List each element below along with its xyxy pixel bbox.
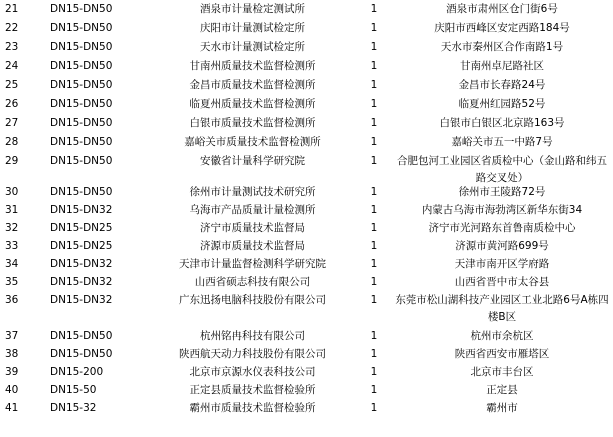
organization-name: 广东迅扬电脑科技股份有限公司 (179, 294, 326, 306)
size-range: DN15-DN25 (50, 222, 113, 234)
address: 酒泉市肃州区仓门街6号 (446, 3, 558, 15)
table-row (0, 95, 613, 114)
organization-name: 天水市计量测试检定所 (200, 41, 305, 53)
row-number: 41 (5, 402, 19, 414)
organization-name: 安徽省计量科学研究院 (200, 155, 305, 167)
size-range: DN15-32 (50, 402, 97, 414)
table-row (0, 327, 613, 346)
quantity: 1 (370, 348, 378, 360)
row-number: 30 (5, 186, 19, 198)
table-row (0, 38, 613, 57)
quantity: 1 (370, 117, 378, 129)
table-row (0, 0, 613, 19)
size-range: DN15-DN50 (50, 3, 113, 15)
organization-name: 白银市质量技术监督检测所 (189, 117, 316, 129)
quantity: 1 (370, 402, 378, 414)
address: 天津市南开区学府路 (454, 258, 550, 270)
quantity: 1 (370, 276, 378, 288)
row-number: 25 (5, 79, 19, 91)
size-range: DN15-DN50 (50, 117, 113, 129)
address: 内蒙古乌海市海勃湾区新华东街34 (421, 204, 583, 216)
row-number: 22 (5, 22, 19, 34)
row-number: 32 (5, 222, 19, 234)
quantity: 1 (370, 41, 378, 53)
table-row (0, 219, 613, 238)
address: 临夏州红园路52号 (458, 98, 546, 110)
table-row (0, 345, 613, 364)
quantity: 1 (370, 155, 378, 167)
organization-name: 乌海市产品质量计量检测所 (189, 204, 316, 216)
row-number: 39 (5, 366, 19, 378)
organization-name: 济宁市质量技术监督局 (200, 222, 305, 234)
quantity: 1 (370, 366, 378, 378)
size-range: DN15-DN50 (50, 41, 113, 53)
address: 正定县 (486, 384, 518, 396)
row-number: 40 (5, 384, 19, 396)
address: 庆阳市西峰区安定西路184号 (434, 22, 570, 34)
row-number: 38 (5, 348, 19, 360)
organization-name: 临夏州质量技术监督检测所 (189, 98, 316, 110)
organization-name: 杭州铭冉科技有限公司 (200, 330, 305, 342)
quantity: 1 (370, 222, 378, 234)
quantity: 1 (370, 136, 378, 148)
table-row (0, 183, 613, 202)
table-row (0, 19, 613, 38)
table-row (0, 237, 613, 256)
quantity: 1 (370, 384, 378, 396)
address: 嘉峪关市五一中路7号 (451, 136, 553, 148)
organization-name: 天津市计量监督检测科学研究院 (179, 258, 326, 270)
quantity: 1 (370, 186, 378, 198)
organization-name: 正定县质量技术监督检验所 (189, 384, 316, 396)
size-range: DN15-DN50 (50, 22, 113, 34)
organization-name: 酒泉市计量检定测试所 (200, 3, 305, 15)
organization-name: 霸州市质量技术监督检验所 (189, 402, 316, 414)
row-number: 27 (5, 117, 19, 129)
size-range: DN15-DN50 (50, 155, 113, 167)
address: 白银市白银区北京路163号 (439, 117, 565, 129)
table-row (0, 114, 613, 133)
row-number: 23 (5, 41, 19, 53)
table-row (0, 201, 613, 220)
address: 济源市黄河路699号 (455, 240, 549, 252)
row-number: 24 (5, 60, 19, 72)
address: 徐州市王陵路72号 (458, 186, 546, 198)
size-range: DN15-DN50 (50, 79, 113, 91)
organization-name: 徐州市计量测试技术研究所 (189, 186, 316, 198)
organization-name: 陕西航天动力科技股份有限公司 (179, 348, 326, 360)
size-range: DN15-DN25 (50, 240, 113, 252)
organization-name: 北京市京源水仪表科技公司 (189, 366, 316, 378)
row-number: 26 (5, 98, 19, 110)
row-number: 35 (5, 276, 19, 288)
row-number: 33 (5, 240, 19, 252)
address: 合肥包河工业园区省质检中心（金山路和纬五路交叉处） (397, 155, 607, 184)
row-number: 37 (5, 330, 19, 342)
quantity: 1 (370, 79, 378, 91)
row-number: 34 (5, 258, 19, 270)
address: 济宁市光河路东首鲁南质检中心 (428, 222, 576, 234)
address: 金昌市长春路24号 (458, 79, 546, 91)
table-row (0, 133, 613, 152)
size-range: DN15-DN50 (50, 330, 113, 342)
address: 东莞市松山湖科技产业园区工业北路6号A栋四楼B区 (395, 294, 609, 323)
table-row (0, 273, 613, 292)
size-range: DN15-DN32 (50, 276, 113, 288)
size-range: DN15-DN50 (50, 348, 113, 360)
row-number: 28 (5, 136, 19, 148)
row-number: 21 (5, 3, 19, 15)
quantity: 1 (370, 294, 378, 306)
organization-name: 济源市质量技术监督局 (200, 240, 305, 252)
address: 杭州市余杭区 (470, 330, 534, 342)
quantity: 1 (370, 330, 378, 342)
size-range: DN15-DN32 (50, 204, 113, 216)
quantity: 1 (370, 98, 378, 110)
row-number: 29 (5, 155, 19, 167)
size-range: DN15-DN32 (50, 258, 113, 270)
address: 山西省晋中市太谷县 (454, 276, 550, 288)
organization-name: 庆阳市计量测试检定所 (200, 22, 305, 34)
organization-name: 嘉峪关市质量技术监督检测所 (184, 136, 321, 148)
organization-name: 金昌市质量技术监督检测所 (189, 79, 316, 91)
quantity: 1 (370, 240, 378, 252)
table-row (0, 76, 613, 95)
size-range: DN15-DN50 (50, 98, 113, 110)
size-range: DN15-DN50 (50, 186, 113, 198)
quantity: 1 (370, 22, 378, 34)
size-range: DN15-DN32 (50, 294, 113, 306)
address: 甘南州卓尼路社区 (460, 60, 544, 72)
size-range: DN15-DN50 (50, 60, 113, 72)
quantity: 1 (370, 60, 378, 72)
size-range: DN15-DN50 (50, 136, 113, 148)
table-row (0, 255, 613, 274)
row-number: 31 (5, 204, 19, 216)
row-number: 36 (5, 294, 19, 306)
table-row (0, 399, 613, 418)
organization-name: 甘南州质量技术监督检测所 (189, 60, 316, 72)
size-range: DN15-200 (50, 366, 104, 378)
table-row (0, 363, 613, 382)
address: 陕西省西安市雁塔区 (454, 348, 550, 360)
size-range: DN15-50 (50, 384, 97, 396)
table-row (0, 381, 613, 400)
quantity: 1 (370, 258, 378, 270)
quantity: 1 (370, 204, 378, 216)
address: 霸州市 (486, 402, 518, 414)
address: 北京市丰台区 (470, 366, 534, 378)
organization-name: 山西省硕志科技有限公司 (194, 276, 311, 288)
address: 天水市秦州区合作南路1号 (440, 41, 564, 53)
table-row (0, 57, 613, 76)
quantity: 1 (370, 3, 378, 15)
table-row (0, 291, 613, 329)
